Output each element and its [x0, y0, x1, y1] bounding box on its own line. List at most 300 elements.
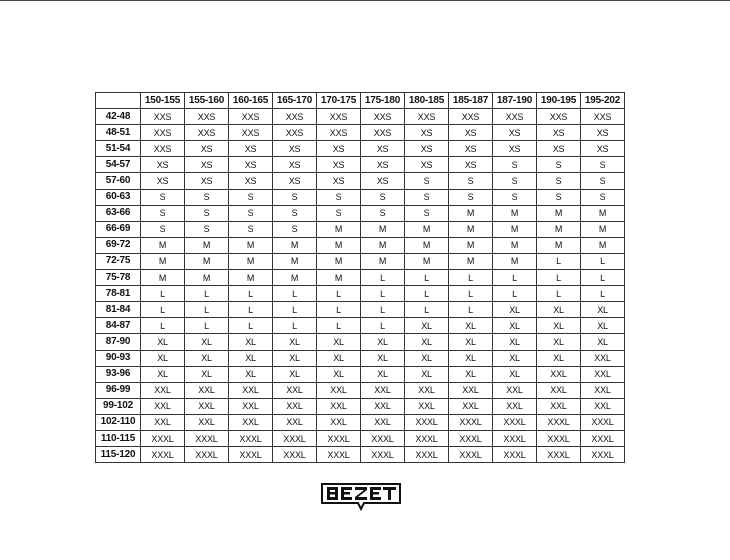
- size-cell: L: [185, 302, 229, 318]
- size-cell: XXL: [405, 382, 449, 398]
- weight-cell: 63-66: [96, 205, 141, 221]
- size-cell: XL: [273, 334, 317, 350]
- size-cell: XS: [185, 173, 229, 189]
- size-cell: L: [317, 286, 361, 302]
- size-cell: L: [185, 318, 229, 334]
- size-cell: M: [273, 237, 317, 253]
- table-row: [96, 430, 625, 446]
- size-cell: XS: [581, 125, 625, 141]
- table-row: [96, 221, 625, 237]
- table-row: [96, 237, 625, 253]
- size-cell: XXXL: [229, 430, 273, 446]
- size-cell: XS: [449, 157, 493, 173]
- size-cell: XS: [361, 157, 405, 173]
- size-cell: S: [273, 205, 317, 221]
- size-cell: XS: [405, 157, 449, 173]
- size-cell: L: [449, 302, 493, 318]
- table-row: [96, 141, 625, 157]
- size-cell: XXL: [537, 398, 581, 414]
- size-cell: M: [185, 237, 229, 253]
- size-cell: XXL: [229, 382, 273, 398]
- size-cell: XS: [405, 141, 449, 157]
- size-cell: M: [537, 221, 581, 237]
- weight-cell: 51-54: [96, 141, 141, 157]
- size-cell: XS: [317, 157, 361, 173]
- table-row: [96, 253, 625, 269]
- size-cell: M: [581, 237, 625, 253]
- weight-cell: 81-84: [96, 302, 141, 318]
- size-cell: M: [273, 253, 317, 269]
- size-cell: S: [537, 157, 581, 173]
- size-cell: XXL: [493, 382, 537, 398]
- height-header-cell: 170-175: [317, 93, 361, 109]
- size-cell: XL: [405, 350, 449, 366]
- size-cell: XL: [581, 318, 625, 334]
- size-cell: XL: [537, 350, 581, 366]
- size-cell: XXS: [229, 109, 273, 125]
- size-cell: S: [317, 189, 361, 205]
- size-cell: XXS: [449, 109, 493, 125]
- table-row: [96, 302, 625, 318]
- weight-cell: 96-99: [96, 382, 141, 398]
- size-cell: XXXL: [141, 430, 185, 446]
- table-row: [96, 109, 625, 125]
- size-cell: XS: [141, 157, 185, 173]
- size-cell: XXXL: [273, 430, 317, 446]
- size-cell: XXXL: [273, 447, 317, 463]
- size-cell: L: [361, 286, 405, 302]
- size-cell: XL: [493, 334, 537, 350]
- size-cell: XXL: [449, 382, 493, 398]
- weight-cell: 99-102: [96, 398, 141, 414]
- size-cell: S: [361, 205, 405, 221]
- size-table: [95, 92, 625, 463]
- size-cell: L: [273, 318, 317, 334]
- size-cell: XL: [229, 350, 273, 366]
- size-cell: XXS: [185, 109, 229, 125]
- size-cell: M: [449, 205, 493, 221]
- size-cell: XXS: [581, 109, 625, 125]
- table-row: [96, 286, 625, 302]
- size-cell: M: [581, 205, 625, 221]
- size-cell: XXL: [581, 366, 625, 382]
- weight-cell: 54-57: [96, 157, 141, 173]
- size-cell: L: [581, 270, 625, 286]
- weight-cell: 87-90: [96, 334, 141, 350]
- top-divider: [0, 0, 730, 1]
- size-cell: L: [229, 286, 273, 302]
- size-cell: XXS: [141, 125, 185, 141]
- size-cell: M: [405, 253, 449, 269]
- size-cell: XS: [317, 173, 361, 189]
- size-cell: XS: [141, 173, 185, 189]
- weight-cell: 57-60: [96, 173, 141, 189]
- size-cell: L: [537, 286, 581, 302]
- table-row: [96, 318, 625, 334]
- size-cell: L: [581, 286, 625, 302]
- size-cell: XL: [317, 350, 361, 366]
- size-cell: S: [229, 189, 273, 205]
- size-cell: XS: [317, 141, 361, 157]
- size-cell: XXXL: [405, 430, 449, 446]
- size-cell: XS: [229, 141, 273, 157]
- height-header-cell: 165-170: [273, 93, 317, 109]
- size-cell: XXXL: [361, 447, 405, 463]
- size-cell: XXL: [581, 350, 625, 366]
- size-cell: XS: [581, 141, 625, 157]
- size-cell: XXL: [273, 398, 317, 414]
- size-cell: S: [185, 205, 229, 221]
- size-cell: L: [405, 270, 449, 286]
- size-cell: XL: [361, 350, 405, 366]
- size-cell: M: [273, 270, 317, 286]
- size-cell: XS: [273, 173, 317, 189]
- size-cell: L: [537, 253, 581, 269]
- size-cell: XS: [229, 173, 273, 189]
- size-cell: S: [273, 221, 317, 237]
- weight-cell: 84-87: [96, 318, 141, 334]
- size-cell: XXS: [229, 125, 273, 141]
- weight-cell: 115-120: [96, 447, 141, 463]
- size-cell: S: [405, 205, 449, 221]
- size-cell: S: [493, 157, 537, 173]
- table-body: [96, 109, 625, 463]
- size-cell: M: [493, 221, 537, 237]
- size-cell: XS: [361, 141, 405, 157]
- size-cell: XXXL: [581, 447, 625, 463]
- size-cell: XXXL: [317, 447, 361, 463]
- size-cell: XS: [273, 141, 317, 157]
- size-cell: S: [141, 221, 185, 237]
- size-cell: XXL: [273, 414, 317, 430]
- size-cell: XS: [449, 141, 493, 157]
- height-header-cell: 187-190: [493, 93, 537, 109]
- size-cell: XXXL: [449, 447, 493, 463]
- size-cell: S: [405, 189, 449, 205]
- size-cell: XXXL: [493, 430, 537, 446]
- size-cell: M: [449, 253, 493, 269]
- height-header-cell: 160-165: [229, 93, 273, 109]
- height-header-cell: 155-160: [185, 93, 229, 109]
- size-cell: S: [449, 173, 493, 189]
- weight-cell: 69-72: [96, 237, 141, 253]
- size-cell: XL: [537, 302, 581, 318]
- size-cell: S: [537, 173, 581, 189]
- size-cell: XXL: [141, 382, 185, 398]
- size-cell: XL: [185, 350, 229, 366]
- size-cell: XXL: [141, 414, 185, 430]
- size-cell: XL: [581, 334, 625, 350]
- size-cell: XL: [405, 318, 449, 334]
- size-cell: S: [405, 173, 449, 189]
- size-cell: XXL: [493, 398, 537, 414]
- size-cell: XXXL: [361, 430, 405, 446]
- size-cell: XS: [185, 157, 229, 173]
- size-cell: S: [185, 221, 229, 237]
- size-cell: XXL: [537, 382, 581, 398]
- size-cell: S: [229, 205, 273, 221]
- height-header-cell: 195-202: [581, 93, 625, 109]
- size-cell: XXS: [361, 109, 405, 125]
- weight-cell: 78-81: [96, 286, 141, 302]
- size-cell: XXS: [185, 125, 229, 141]
- size-cell: L: [229, 318, 273, 334]
- weight-cell: 93-96: [96, 366, 141, 382]
- size-cell: XL: [141, 366, 185, 382]
- size-cell: L: [449, 286, 493, 302]
- size-cell: XL: [493, 366, 537, 382]
- size-cell: M: [141, 237, 185, 253]
- size-cell: XL: [361, 334, 405, 350]
- table-row: [96, 205, 625, 221]
- size-cell: L: [141, 318, 185, 334]
- size-cell: M: [361, 237, 405, 253]
- size-cell: L: [141, 286, 185, 302]
- size-cell: M: [493, 253, 537, 269]
- size-cell: M: [141, 270, 185, 286]
- size-cell: XXS: [317, 125, 361, 141]
- size-cell: XXS: [361, 125, 405, 141]
- size-cell: S: [141, 205, 185, 221]
- size-cell: M: [537, 205, 581, 221]
- size-cell: L: [361, 302, 405, 318]
- bezet-logo: [320, 481, 402, 511]
- size-cell: XXL: [317, 398, 361, 414]
- size-cell: M: [449, 237, 493, 253]
- size-cell: XXS: [317, 109, 361, 125]
- size-cell: XL: [273, 366, 317, 382]
- size-cell: M: [537, 237, 581, 253]
- size-cell: XXL: [361, 398, 405, 414]
- size-cell: XXXL: [537, 414, 581, 430]
- weight-cell: 42-48: [96, 109, 141, 125]
- weight-cell: 66-69: [96, 221, 141, 237]
- size-cell: XXS: [141, 141, 185, 157]
- weight-cell: 60-63: [96, 189, 141, 205]
- size-cell: XL: [229, 366, 273, 382]
- size-cell: S: [317, 205, 361, 221]
- size-cell: XL: [493, 302, 537, 318]
- size-cell: XXXL: [493, 414, 537, 430]
- size-cell: L: [317, 318, 361, 334]
- size-cell: XL: [449, 366, 493, 382]
- size-cell: S: [493, 173, 537, 189]
- size-cell: XXXL: [405, 414, 449, 430]
- table-row: [96, 382, 625, 398]
- size-cell: M: [361, 253, 405, 269]
- size-cell: L: [493, 286, 537, 302]
- size-cell: S: [361, 189, 405, 205]
- size-cell: XXL: [537, 366, 581, 382]
- size-cell: L: [405, 302, 449, 318]
- size-cell: M: [405, 237, 449, 253]
- size-cell: XXS: [537, 109, 581, 125]
- size-cell: XS: [273, 157, 317, 173]
- size-cell: XS: [493, 125, 537, 141]
- size-cell: XXL: [317, 382, 361, 398]
- size-cell: XXXL: [405, 447, 449, 463]
- size-cell: XXL: [361, 382, 405, 398]
- size-cell: M: [405, 221, 449, 237]
- height-header-cell: 175-180: [361, 93, 405, 109]
- size-cell: L: [361, 270, 405, 286]
- size-cell: S: [229, 221, 273, 237]
- size-cell: M: [141, 253, 185, 269]
- size-cell: XXXL: [229, 447, 273, 463]
- size-cell: XL: [361, 366, 405, 382]
- size-cell: XL: [449, 334, 493, 350]
- table-row: [96, 157, 625, 173]
- size-cell: L: [185, 286, 229, 302]
- table-row: [96, 414, 625, 430]
- size-cell: XL: [405, 366, 449, 382]
- table-row: [96, 189, 625, 205]
- size-cell: XS: [449, 125, 493, 141]
- size-cell: XXXL: [581, 430, 625, 446]
- size-cell: XXS: [405, 109, 449, 125]
- size-cell: XS: [537, 125, 581, 141]
- size-cell: XXXL: [449, 414, 493, 430]
- height-header-cell: 180-185: [405, 93, 449, 109]
- size-cell: XL: [185, 334, 229, 350]
- table-row: [96, 125, 625, 141]
- size-cell: XL: [405, 334, 449, 350]
- size-cell: XL: [273, 350, 317, 366]
- size-cell: M: [317, 221, 361, 237]
- header-row: [96, 93, 625, 109]
- size-cell: L: [273, 286, 317, 302]
- size-cell: M: [317, 237, 361, 253]
- size-cell: XXXL: [493, 447, 537, 463]
- size-cell: XS: [185, 141, 229, 157]
- size-cell: XS: [537, 141, 581, 157]
- size-cell: XXL: [185, 398, 229, 414]
- size-cell: L: [449, 270, 493, 286]
- size-cell: XL: [537, 318, 581, 334]
- weight-cell: 110-115: [96, 430, 141, 446]
- size-cell: XL: [449, 318, 493, 334]
- size-cell: XXS: [493, 109, 537, 125]
- size-cell: XXL: [185, 414, 229, 430]
- size-cell: XS: [493, 141, 537, 157]
- size-cell: XXS: [273, 109, 317, 125]
- height-header-cell: 185-187: [449, 93, 493, 109]
- size-cell: S: [141, 189, 185, 205]
- size-cell: XL: [537, 334, 581, 350]
- size-cell: L: [273, 302, 317, 318]
- size-cell: L: [405, 286, 449, 302]
- size-cell: M: [493, 237, 537, 253]
- size-cell: XXXL: [185, 447, 229, 463]
- size-cell: XL: [141, 350, 185, 366]
- size-cell: XXL: [141, 398, 185, 414]
- size-cell: XL: [229, 334, 273, 350]
- weight-cell: 72-75: [96, 253, 141, 269]
- size-cell: XL: [141, 334, 185, 350]
- table-row: [96, 350, 625, 366]
- corner-cell: [96, 93, 141, 109]
- size-cell: L: [361, 318, 405, 334]
- size-cell: S: [493, 189, 537, 205]
- size-cell: XXL: [229, 414, 273, 430]
- size-cell: XL: [317, 366, 361, 382]
- size-cell: XXS: [141, 109, 185, 125]
- size-cell: XS: [405, 125, 449, 141]
- size-cell: XL: [493, 350, 537, 366]
- size-cell: XXXL: [317, 430, 361, 446]
- size-cell: XXXL: [185, 430, 229, 446]
- size-cell: XL: [493, 318, 537, 334]
- size-cell: XXS: [273, 125, 317, 141]
- size-cell: M: [317, 253, 361, 269]
- size-cell: M: [361, 221, 405, 237]
- table-row: [96, 366, 625, 382]
- size-cell: S: [537, 189, 581, 205]
- size-cell: S: [449, 189, 493, 205]
- size-cell: XXL: [229, 398, 273, 414]
- size-cell: XXXL: [581, 414, 625, 430]
- size-cell: S: [581, 173, 625, 189]
- size-cell: XXXL: [141, 447, 185, 463]
- size-cell: L: [581, 253, 625, 269]
- size-cell: XXXL: [449, 430, 493, 446]
- size-cell: S: [185, 189, 229, 205]
- height-header-cell: 150-155: [141, 93, 185, 109]
- weight-cell: 75-78: [96, 270, 141, 286]
- size-cell: XS: [361, 173, 405, 189]
- table-row: [96, 334, 625, 350]
- table-row: [96, 173, 625, 189]
- size-cell: XXL: [273, 382, 317, 398]
- size-cell: L: [229, 302, 273, 318]
- size-cell: XXL: [405, 398, 449, 414]
- size-cell: XL: [317, 334, 361, 350]
- size-cell: XXXL: [537, 430, 581, 446]
- weight-cell: 90-93: [96, 350, 141, 366]
- size-cell: L: [317, 302, 361, 318]
- size-cell: XXL: [361, 414, 405, 430]
- size-chart: [95, 92, 625, 463]
- size-cell: M: [229, 253, 273, 269]
- size-cell: S: [581, 189, 625, 205]
- size-cell: M: [185, 253, 229, 269]
- table-row: [96, 447, 625, 463]
- size-cell: L: [141, 302, 185, 318]
- size-cell: XXL: [581, 382, 625, 398]
- table-row: [96, 398, 625, 414]
- size-cell: M: [317, 270, 361, 286]
- size-cell: XXL: [581, 398, 625, 414]
- size-cell: XS: [229, 157, 273, 173]
- size-cell: XXL: [185, 382, 229, 398]
- size-cell: XL: [449, 350, 493, 366]
- height-header-cell: 190-195: [537, 93, 581, 109]
- size-cell: S: [581, 157, 625, 173]
- size-cell: M: [185, 270, 229, 286]
- size-cell: M: [581, 221, 625, 237]
- size-cell: XL: [185, 366, 229, 382]
- size-cell: S: [273, 189, 317, 205]
- size-cell: M: [449, 221, 493, 237]
- size-cell: XXL: [449, 398, 493, 414]
- size-cell: XXXL: [537, 447, 581, 463]
- weight-cell: 48-51: [96, 125, 141, 141]
- weight-cell: 102-110: [96, 414, 141, 430]
- table-row: [96, 270, 625, 286]
- size-cell: L: [493, 270, 537, 286]
- size-cell: M: [229, 237, 273, 253]
- size-cell: L: [537, 270, 581, 286]
